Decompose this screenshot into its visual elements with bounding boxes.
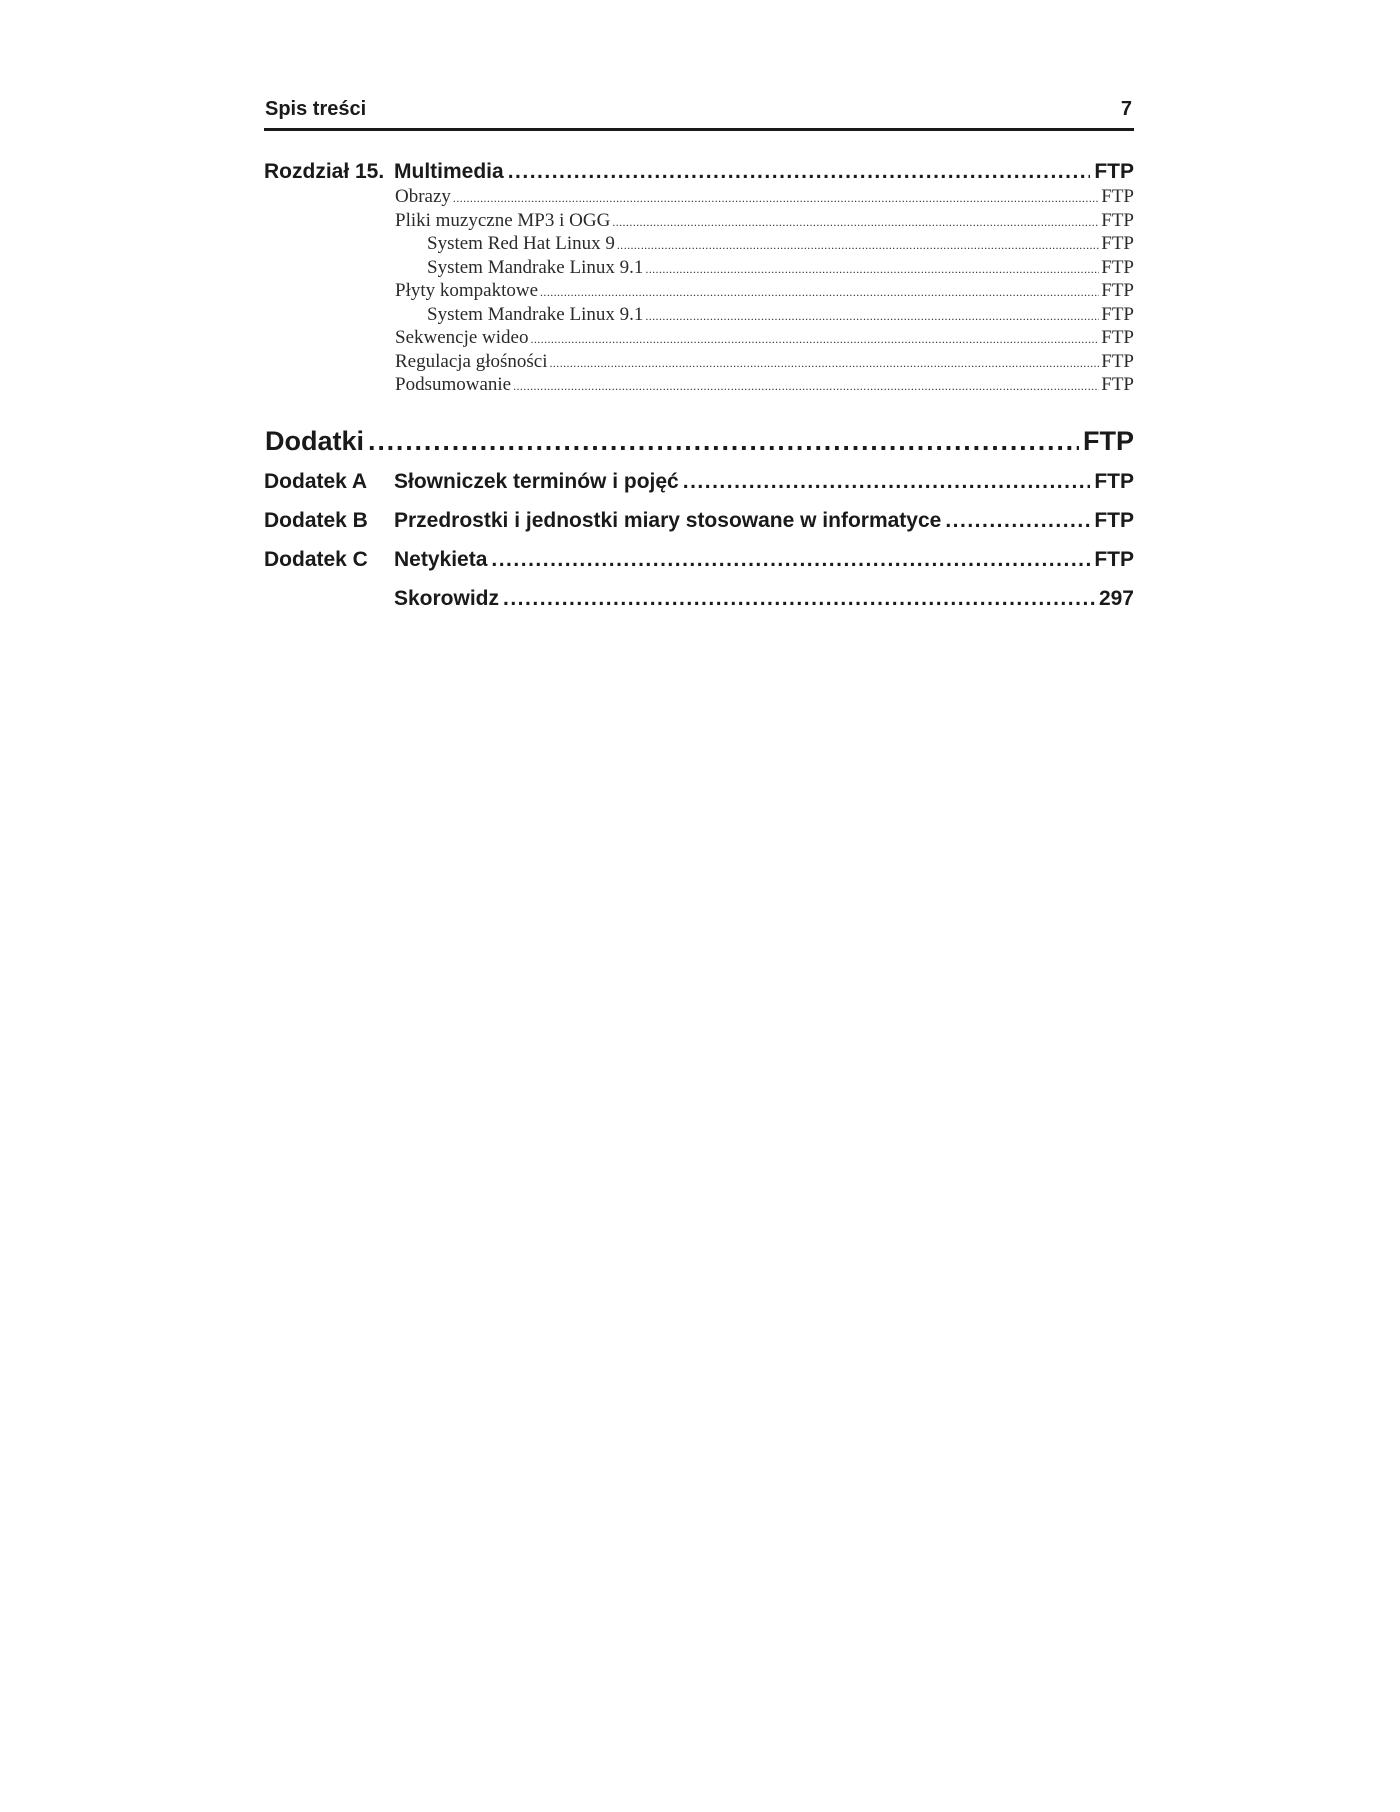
section-page: FTP bbox=[1101, 186, 1134, 207]
running-head-title: Spis treści bbox=[265, 98, 367, 120]
subsection-title: System Mandrake Linux 9.1 bbox=[427, 304, 644, 325]
part-page: FTP bbox=[1083, 426, 1134, 456]
section-title: Płyty kompaktowe bbox=[395, 280, 539, 301]
section-title: Podsumowanie bbox=[395, 374, 512, 395]
dot-leader bbox=[453, 191, 1099, 206]
dot-leader bbox=[645, 262, 1099, 277]
index-title: Skorowidz bbox=[394, 587, 500, 610]
toc-appendix-row bbox=[264, 548, 1134, 576]
appendix-page: FTP bbox=[1094, 548, 1134, 571]
section-page: FTP bbox=[1101, 327, 1134, 348]
appendix-page: FTP bbox=[1094, 509, 1134, 532]
toc-part-row bbox=[264, 426, 1134, 460]
appendix-label: Dodatek B bbox=[264, 509, 368, 532]
dot-leader bbox=[368, 426, 1079, 457]
section-title: Regulacja głośności bbox=[395, 351, 548, 372]
toc-subsection-row bbox=[264, 257, 1134, 281]
toc-appendix-row bbox=[264, 470, 1134, 498]
dot-leader bbox=[513, 379, 1099, 394]
toc-subsection-row bbox=[264, 304, 1134, 328]
subsection-title: System Mandrake Linux 9.1 bbox=[427, 257, 644, 278]
appendix-title: Netykieta bbox=[394, 548, 488, 571]
appendix-title: Przedrostki i jednostki miary stosowane w informatyce bbox=[394, 509, 942, 532]
subsection-title: System Red Hat Linux 9 bbox=[427, 233, 615, 254]
appendix-page: FTP bbox=[1094, 470, 1134, 493]
section-page: FTP bbox=[1101, 351, 1134, 372]
section-title: Obrazy bbox=[395, 186, 451, 207]
dot-leader bbox=[540, 285, 1099, 300]
subsection-page: FTP bbox=[1101, 304, 1134, 325]
section-title: Pliki muzyczne MP3 i OGG bbox=[395, 210, 611, 231]
section-page: FTP bbox=[1101, 210, 1134, 231]
chapter-label: Rozdział 15. bbox=[264, 160, 385, 183]
index-page: 297 bbox=[1098, 587, 1134, 610]
dot-leader bbox=[617, 238, 1099, 253]
section-page: FTP bbox=[1101, 374, 1134, 395]
running-head bbox=[264, 96, 1134, 131]
chapter-page: FTP bbox=[1094, 160, 1134, 183]
toc-section-row bbox=[264, 374, 1134, 398]
toc-appendix-row bbox=[264, 509, 1134, 537]
running-head-page-number: 7 bbox=[1120, 98, 1132, 120]
appendix-label: Dodatek C bbox=[264, 548, 368, 571]
dot-leader bbox=[503, 587, 1095, 611]
toc-index-row bbox=[264, 587, 1134, 615]
toc-section-row bbox=[264, 327, 1134, 351]
dot-leader bbox=[550, 356, 1100, 371]
subsection-page: FTP bbox=[1101, 257, 1134, 278]
toc-subsection-row bbox=[264, 233, 1134, 257]
section-title: Sekwencje wideo bbox=[395, 327, 529, 348]
chapter-title: Multimedia bbox=[394, 160, 504, 183]
section-page: FTP bbox=[1101, 280, 1134, 301]
toc-chapter-row bbox=[264, 160, 1134, 188]
toc-section-row bbox=[264, 351, 1134, 375]
dot-leader bbox=[645, 309, 1099, 324]
dot-leader bbox=[612, 215, 1099, 230]
appendix-title: Słowniczek terminów i pojęć bbox=[394, 470, 679, 493]
toc-section-row bbox=[264, 280, 1134, 304]
dot-leader bbox=[683, 470, 1091, 494]
appendix-label: Dodatek A bbox=[264, 470, 368, 493]
dot-leader bbox=[530, 332, 1099, 347]
toc-section-row bbox=[264, 210, 1134, 234]
dot-leader bbox=[945, 509, 1090, 533]
part-title: Dodatki bbox=[265, 426, 365, 456]
dot-leader bbox=[491, 548, 1090, 572]
dot-leader bbox=[508, 160, 1091, 184]
toc-section-row bbox=[264, 186, 1134, 210]
subsection-page: FTP bbox=[1101, 233, 1134, 254]
